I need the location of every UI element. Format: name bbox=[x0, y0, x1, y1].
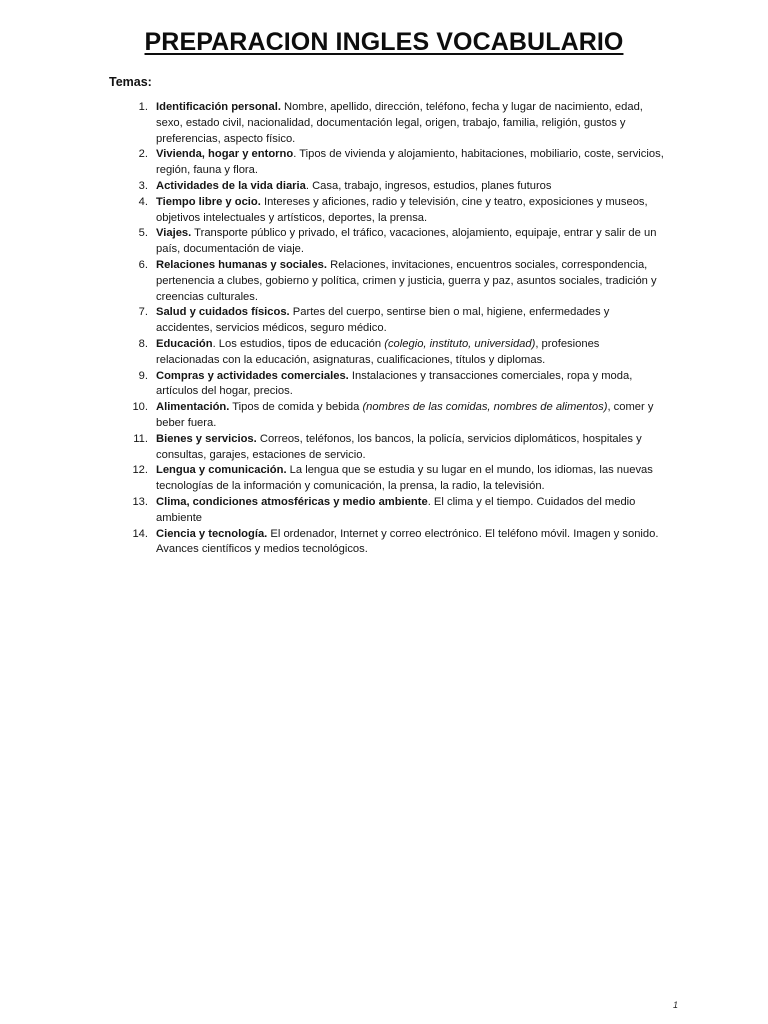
list-item-number: 14. bbox=[132, 527, 148, 540]
list-item-title: Ciencia y tecnología. bbox=[156, 527, 268, 540]
list-item-title: Vivienda, hogar y entorno bbox=[156, 148, 294, 161]
list-item-text-after: , profesiones relacionadas con la educación, asignaturas, cualificaciones, títulos y diplomas. bbox=[156, 337, 600, 366]
list-item-number: 11. bbox=[133, 432, 148, 445]
list-item-title: Viajes. bbox=[156, 227, 192, 240]
list-item-text: . Tipos de vivienda y alojamiento, habitaciones, mobiliario, coste, servicios, región, fauna y flora. bbox=[156, 148, 664, 177]
section-label: Temas: bbox=[109, 75, 152, 89]
list-item-number: 7. bbox=[138, 306, 148, 319]
list-item bbox=[120, 305, 665, 337]
list-item-number: 2. bbox=[138, 148, 148, 161]
list-item bbox=[120, 527, 665, 559]
list-item bbox=[120, 432, 665, 464]
list-item-title: Bienes y servicios. bbox=[156, 432, 257, 445]
page-number: 1 bbox=[672, 1000, 678, 1010]
list-item-title: Salud y cuidados físicos. bbox=[156, 306, 290, 319]
list-item bbox=[120, 495, 665, 527]
list-item-title: Tiempo libre y ocio. bbox=[156, 195, 261, 208]
list-item-number: 4. bbox=[138, 195, 148, 208]
list-item-title: Alimentación. bbox=[156, 401, 230, 414]
list-item-text: . Casa, trabajo, ingresos, estudios, planes futuros bbox=[305, 179, 552, 192]
list-item-text: . El clima y el tiempo. Cuidados del medio ambiente bbox=[156, 495, 636, 524]
list-item-number: 5. bbox=[138, 227, 148, 240]
list-item-italic-text: (colegio, instituto, universidad) bbox=[384, 337, 536, 350]
list-item-text: Instalaciones y transacciones comerciales, ropa y moda, artículos del hogar, precios. bbox=[156, 369, 633, 398]
list-item-text: La lengua que se estudia y su lugar en el mundo, los idiomas, las nuevas tecnologías de la información y comunicación, la prensa, la radio, la televisión. bbox=[156, 464, 653, 493]
list-item-title: Compras y actividades comerciales. bbox=[156, 369, 349, 382]
list-item-title: Actividades de la vida diaria bbox=[156, 179, 306, 192]
list-item bbox=[120, 463, 665, 495]
list-item-title: Educación bbox=[156, 337, 213, 350]
list-item-title: Relaciones humanas y sociales. bbox=[156, 258, 328, 271]
list-item-number: 12. bbox=[132, 464, 148, 477]
list-item-text: Partes del cuerpo, sentirse bien o mal, higiene, enfermedades y accidentes, servicios médicos, seguro médico. bbox=[156, 306, 610, 335]
list-item-number: 9. bbox=[138, 369, 148, 382]
list-item-text: El ordenador, Internet y correo electrónico. El teléfono móvil. Imagen y sonido. Avances científicos y medios tecnológicos. bbox=[156, 527, 659, 556]
list-item-text: Intereses y aficiones, radio y televisión, cine y teatro, exposiciones y museos, objetivos intelectuales y artísticos, deportes, la prensa. bbox=[156, 195, 648, 224]
list-item bbox=[120, 226, 665, 258]
list-item-text-after: , comer y beber fuera. bbox=[156, 401, 654, 429]
list-item bbox=[120, 369, 665, 401]
list-item bbox=[120, 179, 665, 195]
list-item bbox=[120, 400, 665, 432]
list-item-text: Relaciones, invitaciones, encuentros sociales, correspondencia, pertenencia a clubes, gobierno y política, crimen y justicia, guerra y paz, asuntos sociales, tradición y creencias culturales. bbox=[156, 258, 657, 303]
page-title: PREPARACION INGLES VOCABULARIO bbox=[144, 28, 624, 56]
list-item-text: Correos, teléfonos, los bancos, la policía, servicios diplomáticos, hospitales y consultas, garajes, estaciones de servicio. bbox=[156, 432, 642, 461]
list-item bbox=[120, 337, 665, 369]
list-item-number: 8. bbox=[138, 337, 148, 350]
list-item-number: 13. bbox=[132, 495, 148, 508]
list-item bbox=[120, 195, 665, 227]
list-item-number: 1. bbox=[138, 101, 148, 113]
list-item-title: Identificación personal. bbox=[156, 101, 281, 113]
list-item-number: 3. bbox=[138, 179, 148, 192]
page-title-container bbox=[0, 28, 768, 57]
list-item bbox=[120, 147, 665, 179]
list-item-text: . Los estudios, tipos de educación bbox=[212, 337, 385, 350]
list-item-text: Nombre, apellido, dirección, teléfono, fecha y lugar de nacimiento, edad, sexo, estado civil, nacionalidad, documentación legal, origen, trabajo, familia, religión, gustos y preferencias, aspecto físico. bbox=[156, 101, 643, 145]
list-item-italic-text: (nombres de las comidas, nombres de alimentos) bbox=[362, 401, 608, 414]
list-item-number: 10. bbox=[132, 401, 148, 414]
list-item-text: Transporte público y privado, el tráfico, vacaciones, alojamiento, equipaje, entrar y salir de un país, documentación de viaje. bbox=[156, 227, 657, 256]
topic-list bbox=[120, 100, 665, 558]
list-item bbox=[120, 258, 665, 305]
list-item-title: Lengua y comunicación. bbox=[156, 464, 287, 477]
list-item-text: Tipos de comida y bebida bbox=[229, 401, 363, 414]
list-item-title: Clima, condiciones atmosféricas y medio ambiente bbox=[156, 495, 428, 508]
list-item bbox=[120, 100, 665, 147]
list-item-number: 6. bbox=[138, 258, 148, 271]
